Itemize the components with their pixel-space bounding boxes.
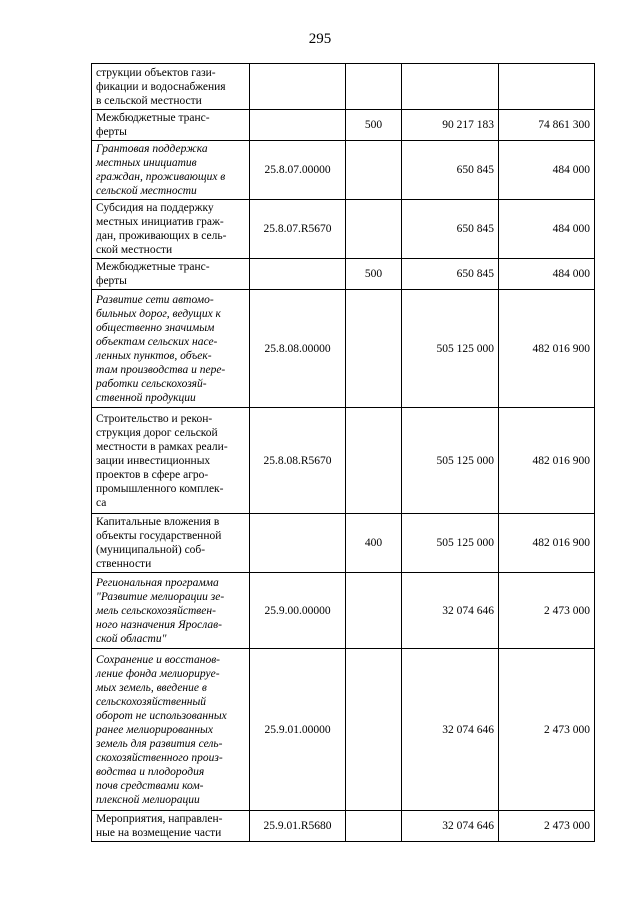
table-row [92, 64, 595, 110]
row-name: Межбюджетные транс- ферты [92, 259, 250, 290]
row-amount-1: 32 074 646 [402, 573, 499, 649]
row-amount-2: 484 000 [499, 200, 595, 259]
row-amount-2: 482 016 900 [499, 408, 595, 514]
row-expense-type [346, 649, 402, 811]
row-expense-type [346, 200, 402, 259]
row-amount-1: 505 125 000 [402, 290, 499, 408]
row-amount-2: 484 000 [499, 259, 595, 290]
row-expense-type [346, 64, 402, 110]
row-amount-1: 32 074 646 [402, 811, 499, 842]
table-row [92, 649, 595, 811]
table-row [92, 110, 595, 141]
page-number: 295 [308, 31, 332, 47]
row-amount-1: 505 125 000 [402, 514, 499, 573]
row-expense-type [346, 573, 402, 649]
row-amount-1 [402, 64, 499, 110]
row-name: Грантовая поддержка местных инициатив граждан, проживающих в сельской местности [92, 141, 250, 200]
row-amount-2: 482 016 900 [499, 514, 595, 573]
row-expense-type: 400 [346, 514, 402, 573]
row-expense-type [346, 290, 402, 408]
row-amount-2: 482 016 900 [499, 290, 595, 408]
row-code [250, 514, 346, 573]
row-name: Строительство и рекон- струкция дорог сельской местности в рамках реали- зации инвестиционных проектов в сфере агро- промышленного комплек- са [92, 408, 250, 514]
row-name: Капитальные вложения в объекты государственной (муниципальной) соб- ственности [92, 514, 250, 573]
table-row [92, 290, 595, 408]
table-row [92, 573, 595, 649]
row-code [250, 110, 346, 141]
row-amount-1: 650 845 [402, 141, 499, 200]
table-row [92, 141, 595, 200]
row-expense-type [346, 141, 402, 200]
row-name: Региональная программа "Развитие мелиорации зе- мель сельскохозяйствен- ного назначения Ярослав- ской области" [92, 573, 250, 649]
table-row [92, 514, 595, 573]
row-code [250, 259, 346, 290]
row-code: 25.9.01.R5680 [250, 811, 346, 842]
row-expense-type [346, 408, 402, 514]
row-amount-1: 650 845 [402, 200, 499, 259]
row-amount-1: 32 074 646 [402, 649, 499, 811]
row-expense-type: 500 [346, 110, 402, 141]
table-row [92, 200, 595, 259]
row-amount-2 [499, 64, 595, 110]
row-amount-1: 90 217 183 [402, 110, 499, 141]
row-code: 25.8.07.00000 [250, 141, 346, 200]
row-amount-2: 74 861 300 [499, 110, 595, 141]
row-expense-type [346, 811, 402, 842]
row-amount-1: 505 125 000 [402, 408, 499, 514]
table-row [92, 408, 595, 514]
table-row [92, 811, 595, 842]
budget-table-body [92, 64, 595, 842]
row-code [250, 64, 346, 110]
row-name: Межбюджетные транс- ферты [92, 110, 250, 141]
row-code: 25.9.01.00000 [250, 649, 346, 811]
row-name: Мероприятия, направлен- ные на возмещение части [92, 811, 250, 842]
row-amount-2: 2 473 000 [499, 649, 595, 811]
row-name: Развитие сети автомо- бильных дорог, ведущих к общественно значимым объектам сельских насе- ленных пунктов, объек- там производства и пере- работки сельскохозяй- ственной продукции [92, 290, 250, 408]
row-amount-1: 650 845 [402, 259, 499, 290]
row-amount-2: 484 000 [499, 141, 595, 200]
row-name: Субсидия на поддержку местных инициатив граж- дан, проживающих в сель- ской местности [92, 200, 250, 259]
row-amount-2: 2 473 000 [499, 811, 595, 842]
row-name: струкции объектов гази- фикации и водоснабжения в сельской местности [92, 64, 250, 110]
budget-table [91, 63, 595, 842]
row-code: 25.9.00.00000 [250, 573, 346, 649]
row-code: 25.8.08.R5670 [250, 408, 346, 514]
table-row [92, 259, 595, 290]
row-code: 25.8.08.00000 [250, 290, 346, 408]
row-expense-type: 500 [346, 259, 402, 290]
row-name: Сохранение и восстанов- ление фонда мелиорируе- мых земель, введение в сельскохозяйственный оборот не использованных ранее мелиорированных земель для развития сель- скохозяйственного произ- водства и плодородия почв средствами ком- плексной мелиорации [92, 649, 250, 811]
row-code: 25.8.07.R5670 [250, 200, 346, 259]
row-amount-2: 2 473 000 [499, 573, 595, 649]
